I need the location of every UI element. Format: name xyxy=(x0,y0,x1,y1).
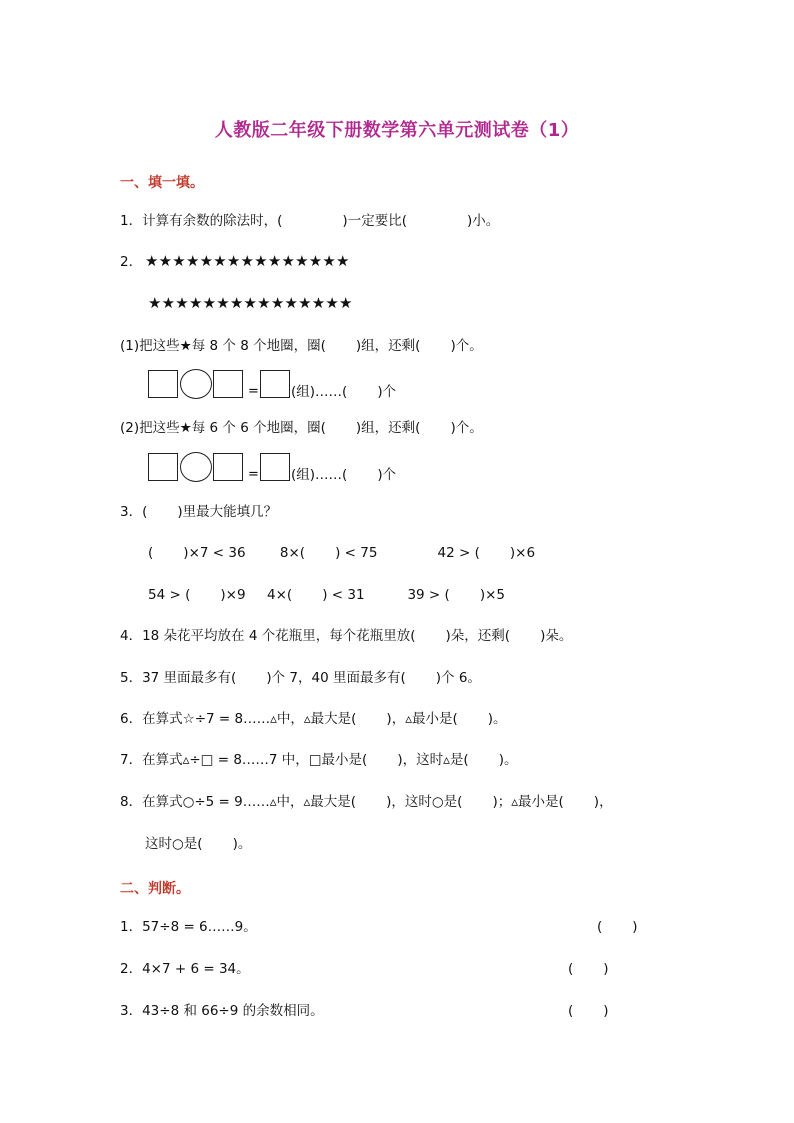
question-5: 5．37 里面最多有( )个 7，40 里面最多有( )个 6。 xyxy=(120,670,481,686)
operator-circle[interactable] xyxy=(180,452,212,482)
question-6: 6．在算式☆÷7 = 8……▵中，▵最大是( )，▵最小是( )。 xyxy=(120,711,507,727)
question-2-label: 2． xyxy=(120,254,143,270)
question-3-row-1: ( )×7 < 36 8×( ) < 75 42 > ( )×6 xyxy=(148,545,536,561)
judge-mark-3[interactable]: ( ) xyxy=(568,1003,609,1019)
section-heading-fill: 一、填一填。 xyxy=(120,175,204,191)
question-8: 8．在算式○÷5 = 9……▵中，▵最大是( )，这时○是( )；▵最小是( )， xyxy=(120,794,613,810)
question-7: 7．在算式▵÷□ = 8……7 中，□最小是( )，这时▵是( )。 xyxy=(120,752,518,768)
judge-item-3: 3．43÷8 和 66÷9 的余数相同。 xyxy=(120,1003,324,1019)
equals-sign: = xyxy=(248,467,259,482)
judge-mark-1[interactable]: ( ) xyxy=(597,919,638,935)
answer-box[interactable] xyxy=(148,453,178,481)
judge-item-2: 2．4×7 + 6 = 34。 xyxy=(120,961,250,977)
answer-box[interactable] xyxy=(213,453,243,481)
judge-mark-2[interactable]: ( ) xyxy=(568,961,609,977)
question-2-sub-1-tail: (组)……( )个 xyxy=(291,384,397,400)
question-2-sub-2: (2)把这些★每 6 个 6 个地圈，圈( )组，还剩( )个。 xyxy=(120,420,483,436)
operator-circle[interactable] xyxy=(180,369,212,399)
question-4: 4．18 朵花平均放在 4 个花瓶里，每个花瓶里放( )朵，还剩( )朵。 xyxy=(120,628,573,644)
question-8-continued: 这时○是( )。 xyxy=(145,836,252,852)
stars-row-1: ★★★★★★★★★★★★★★★ xyxy=(145,252,350,270)
answer-box[interactable] xyxy=(260,453,290,481)
answer-box[interactable] xyxy=(260,370,290,398)
section-heading-judge: 二、判断。 xyxy=(120,881,190,897)
equals-sign: = xyxy=(248,384,259,399)
judge-item-1: 1．57÷8 = 6……9。 xyxy=(120,919,257,935)
stars-row-2: ★★★★★★★★★★★★★★★ xyxy=(148,294,353,312)
question-1: 1．计算有余数的除法时，( )一定要比( )小。 xyxy=(120,213,500,229)
question-2-sub-2-tail: (组)……( )个 xyxy=(291,467,397,483)
question-3: 3．( )里最大能填几？ xyxy=(120,504,278,520)
question-2-sub-1: (1)把这些★每 8 个 8 个地圈，圈( )组，还剩( )个。 xyxy=(120,338,483,354)
answer-box[interactable] xyxy=(213,370,243,398)
question-3-row-2: 54 > ( )×9 4×( ) < 31 39 > ( )×5 xyxy=(148,587,506,603)
page-title: 人教版二年级下册数学第六单元测试卷（1） xyxy=(214,120,580,141)
answer-box[interactable] xyxy=(148,370,178,398)
